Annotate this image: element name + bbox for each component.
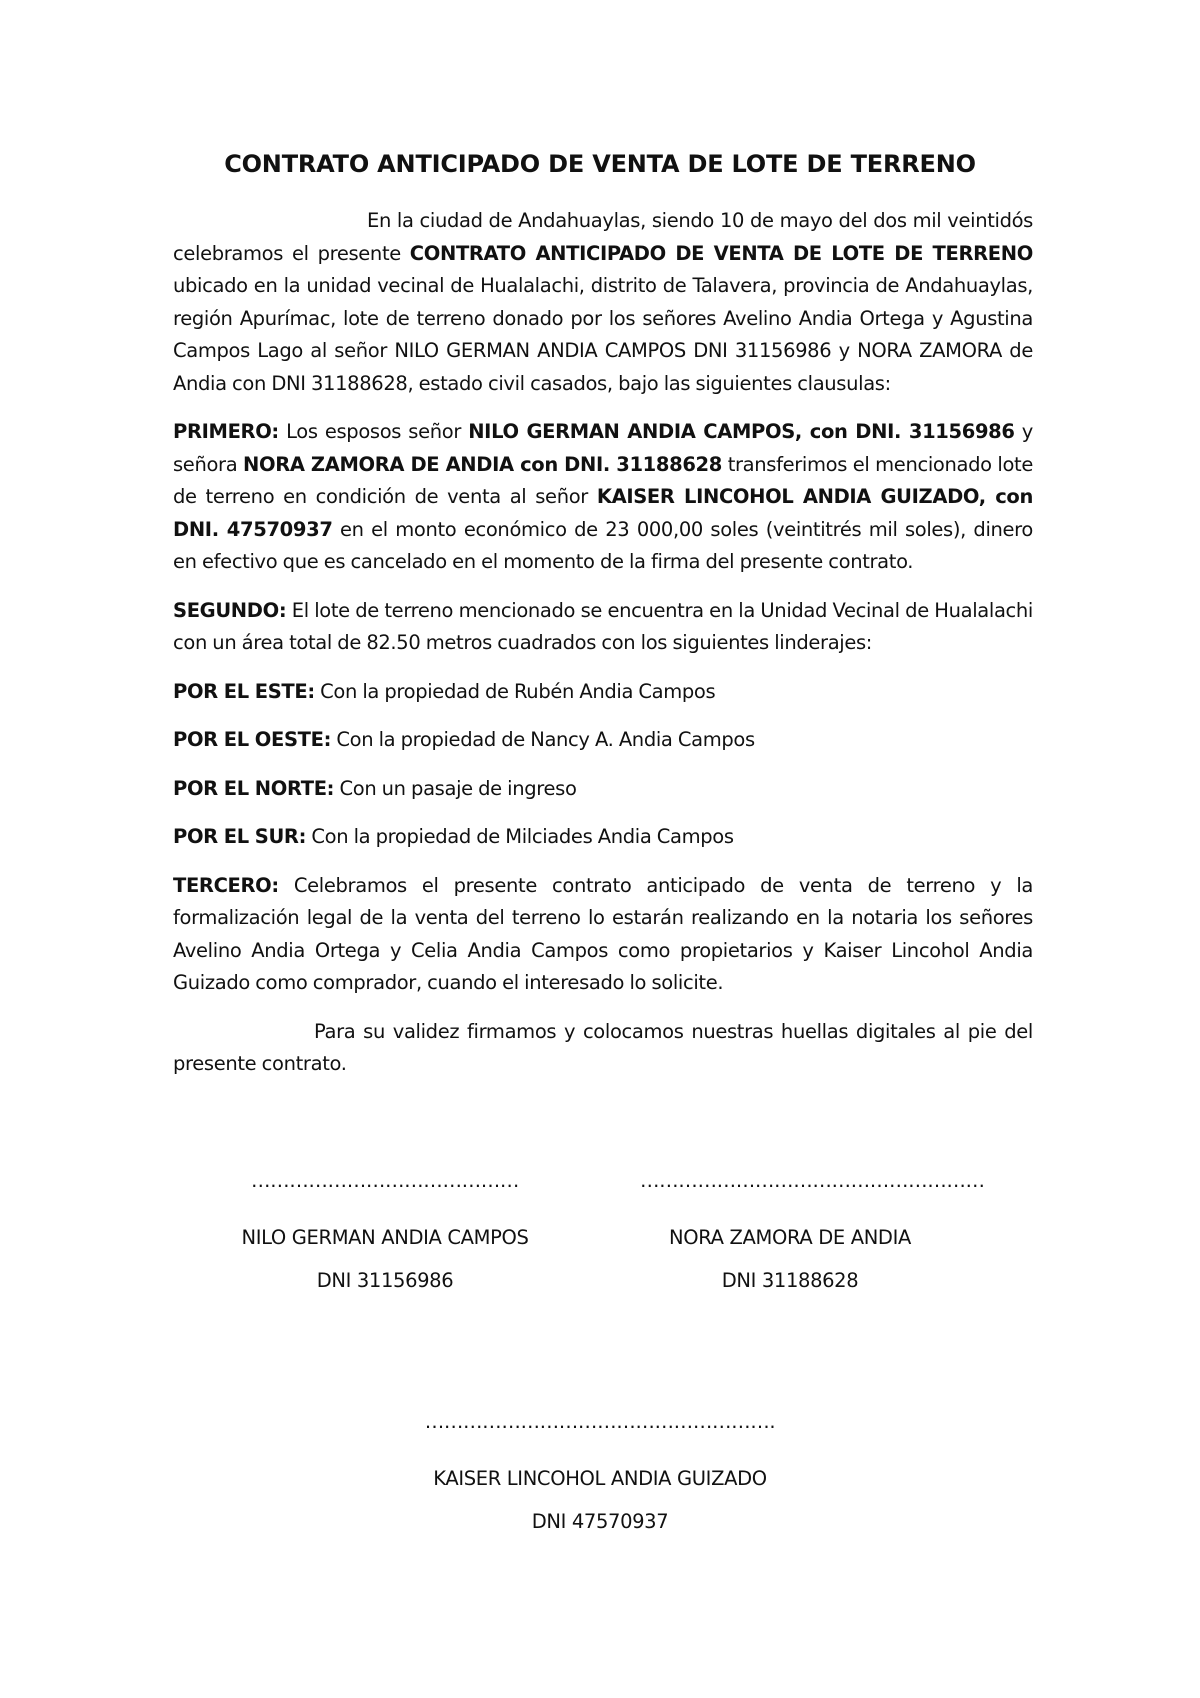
clause-tercero-label: TERCERO: <box>173 873 279 897</box>
lindero-oeste-text: Con la propiedad de Nancy A. Andia Campos <box>331 728 755 751</box>
lindero-sur <box>173 821 1033 854</box>
tercero-text-1: Celebramos el presente contrato anticipado de venta de terreno y la formalización legal de la venta del terreno lo estarán realizando en la notaria los señores Avelino Andia Ortega y Celia Andia Campos como propietarios y Kaiser Lincohol Andia Guizado como comprador, cuando el interesado lo solicite. <box>173 873 1033 994</box>
signatory-dni-right: DNI 31188628 <box>721 1269 859 1292</box>
lindero-este <box>173 676 1033 709</box>
closing-paragraph: Para su validez firmamos y colocamos nuestras huellas digitales al pie del presente contrato. <box>173 1019 1033 1075</box>
clause-primero-label: PRIMERO: <box>173 420 279 443</box>
signature-line-right: ……………………………………………… <box>640 1169 985 1192</box>
primero-bold-1: NILO GERMAN ANDIA CAMPOS, con DNI. 31156986 <box>468 420 1015 443</box>
primero-text-1: Los esposos señor <box>278 420 469 443</box>
primero-bold-2: NORA ZAMORA DE ANDIA con DNI. 31188628 <box>243 452 722 476</box>
document-body <box>173 205 1033 1097</box>
primero-bold-3: KAISER LINCOHOL ANDIA GUIZADO, con DNI. 47570937 <box>173 485 1033 541</box>
lindero-oeste-label: POR EL OESTE: <box>173 728 332 751</box>
signatory-name-left: NILO GERMAN ANDIA CAMPOS <box>241 1226 529 1249</box>
signature-line-left: …………………………………… <box>250 1169 520 1192</box>
signatory-name-right: NORA ZAMORA DE ANDIA <box>669 1226 911 1249</box>
lindero-norte-label: POR EL NORTE: <box>173 776 335 800</box>
primero-text-4: en el monto económico de 23 000,00 soles (veintitrés mil soles), dinero en efectivo que es cancelado en el momento de la firma del presente contrato. <box>173 517 1033 573</box>
lindero-sur-label: POR EL SUR: <box>173 825 307 848</box>
clause-segundo <box>173 595 1033 660</box>
intro-text-1: En la ciudad de Andahuaylas, siendo 10 de mayo del dos mil veintidós celebramos el presente <box>173 209 1033 265</box>
document-title: CONTRATO ANTICIPADO DE VENTA DE LOTE DE TERRENO <box>224 150 976 178</box>
signature-block-left <box>240 1168 530 1292</box>
clause-segundo-label: SEGUNDO: <box>173 598 287 622</box>
primero-text-3: transferimos el mencionado lote de terreno en condición de venta al señor <box>173 452 1033 508</box>
signatory-name-bottom: KAISER LINCOHOL ANDIA GUIZADO <box>433 1467 767 1490</box>
signature-block-right <box>640 1168 985 1292</box>
clause-primero <box>173 416 1033 579</box>
signatory-dni-bottom: DNI 47570937 <box>531 1510 669 1533</box>
signature-block-bottom <box>420 1409 780 1533</box>
primero-text-2: y señora <box>173 420 1033 476</box>
intro-bold-1: CONTRATO ANTICIPADO DE VENTA DE LOTE DE TERRENO <box>409 241 1033 265</box>
lindero-sur-text: Con la propiedad de Milciades Andia Campos <box>306 825 734 848</box>
lindero-norte <box>173 773 1033 806</box>
intro-text-2: ubicado en la unidad vecinal de Hualalachi, distrito de Talavera, provincia de Andahuaylas, región Apurímac, lote de terreno donado por los señores Avelino Andia Ortega y Agustina Campos Lago al señor NILO GERMAN ANDIA CAMPOS DNI 31156986 y NORA ZAMORA de Andia con DNI 31188628, estado civil casados, bajo las siguientes clausulas: <box>173 274 1033 395</box>
segundo-text-1: El lote de terreno mencionado se encuentra en la Unidad Vecinal de Hualalachi con un área total de 82.50 metros cuadrados con los siguientes linderajes: <box>173 598 1033 654</box>
lindero-este-label: POR EL ESTE: <box>173 679 315 703</box>
lindero-oeste <box>173 724 1033 757</box>
intro-paragraph <box>173 205 1033 400</box>
signature-line-bottom: ………………………………………………. <box>424 1410 776 1433</box>
clause-tercero <box>173 870 1033 1000</box>
signatory-dni-left: DNI 31156986 <box>316 1269 454 1292</box>
lindero-norte-text: Con un pasaje de ingreso <box>334 776 577 800</box>
lindero-este-text: Con la propiedad de Rubén Andia Campos <box>314 679 716 703</box>
